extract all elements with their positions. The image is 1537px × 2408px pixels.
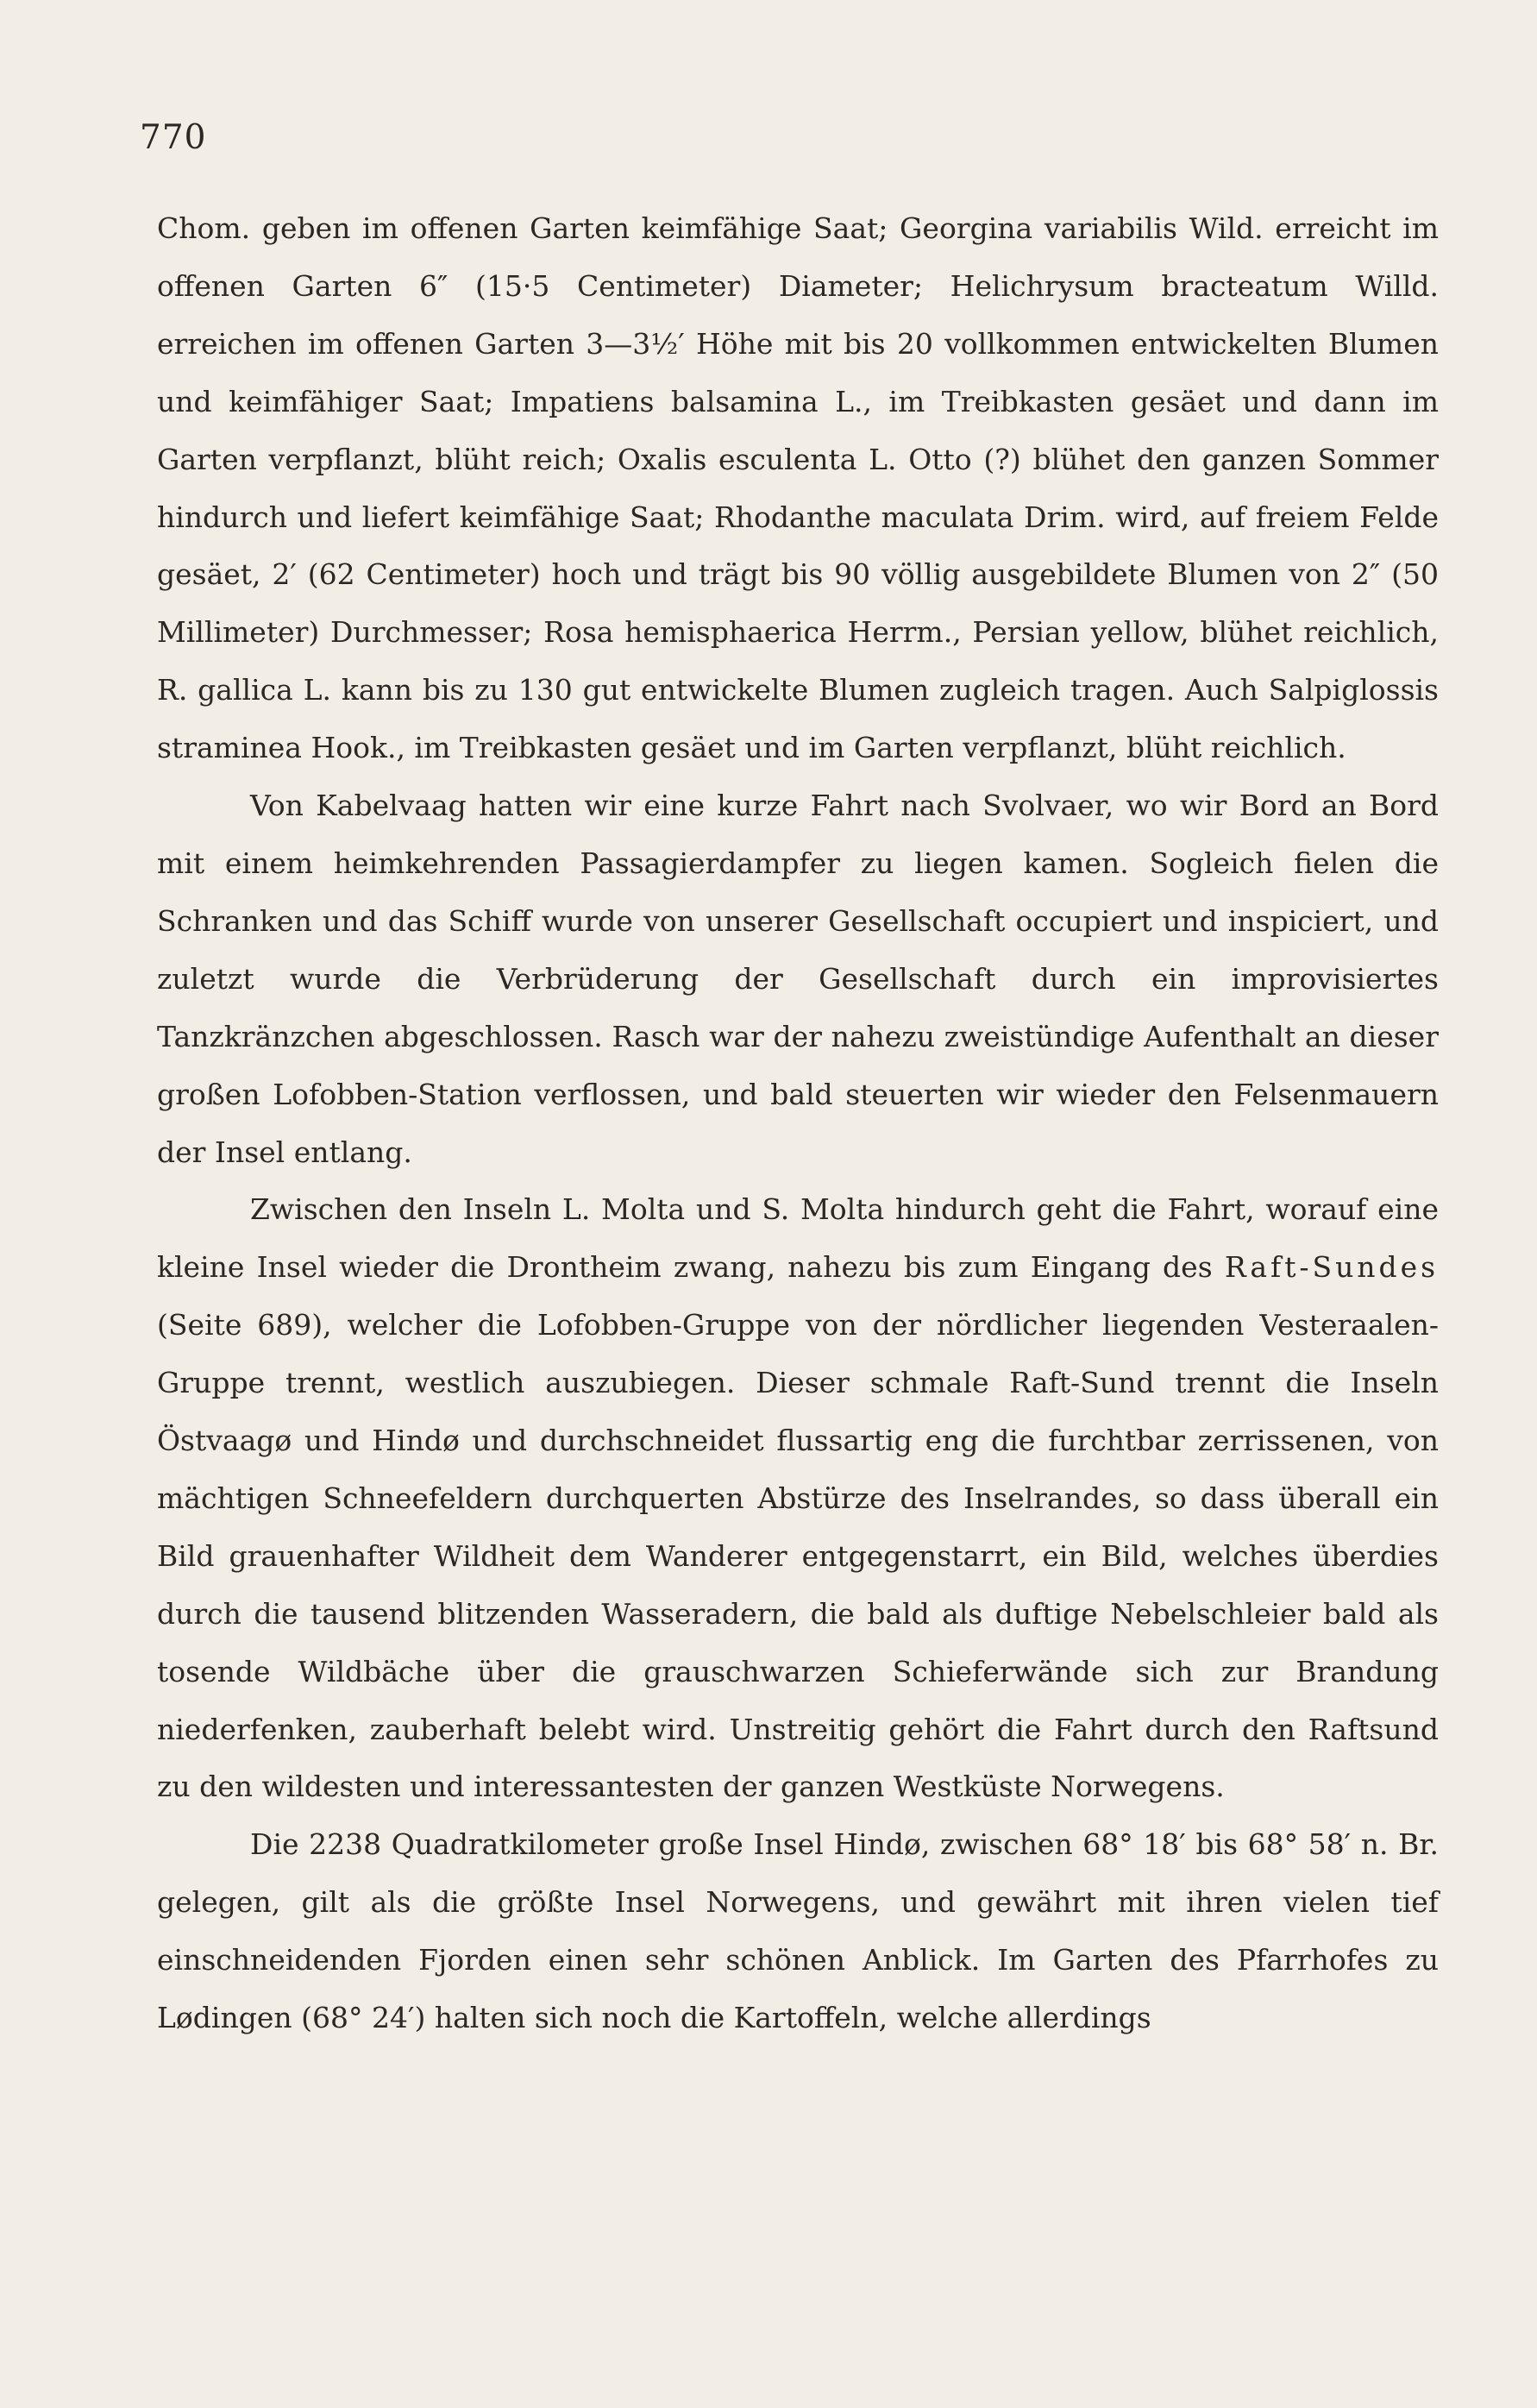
raftsund-text-start: Zwischen den Inseln L. Molta und S. Molta hindurch geht die Fahrt, worauf eine kleine Insel wieder die Drontheim zwang, nahezu bis zum Eingang des <box>157 1192 1439 1285</box>
paragraph-kabelvaag: Von Kabelvaag hatten wir eine kurze Fahrt nach Svolvaer, wo wir Bord an Bord mit einem heimkehrenden Passagierdampfer zu liegen kamen. Sogleich fielen die Schranken und das Schiff wurde von unserer Gesellschaft occupiert und inspiciert, und zuletzt wurde die Verbrüderung der Gesellschaft durch ein improvisiertes Tanzkränzchen abgeschlossen. Rasch war der nahezu zweistündige Aufenthalt an dieser großen Lofobben-Station verflossen, und bald steuerten wir wieder den Felsenmauern der Insel entlang. <box>157 789 1439 1169</box>
paragraph-raftsund <box>157 1181 1439 1816</box>
paragraph-garden-plants: Chom. geben im offenen Garten keimfähige Saat; Georgina variabilis Wild. erreicht im offenen Garten 6″ (15·5 Centimeter) Diameter; Helichrysum bracteatum Willd. erreichen im offenen Garten 3—3½′ Höhe mit bis 20 vollkommen entwickelten Blumen und keimfähiger Saat; Impatiens balsamina L., im Treibkasten gesäet und dann im Garten verpflanzt, blüht reich; Oxalis esculenta L. Otto (?) blühet den ganzen Sommer hindurch und liefert keimfähige Saat; Rhodanthe maculata Drim. wird, auf freiem Felde gesäet, 2′ (62 Centimeter) hoch und trägt bis 90 völlig ausgebildete Blumen von 2″ (50 Millimeter) Durchmesser; Rosa hemisphaerica Herrm., Persian yellow, blühet reichlich, R. gallica L. kann bis zu 130 gut entwickelte Blumen zugleich tragen. Auch Salpiglossis straminea Hook., im Treibkasten gesäet und im Garten verpflanzt, blüht reichlich. <box>157 211 1439 765</box>
raftsund-text-end: (Seite 689), welcher die Lofobben-Gruppe von der nördlicher liegenden Vesteraalen-Gruppe trennt, westlich auszubiegen. Dieser schmale Raft-Sund trennt die Inseln Östvaagø und Hindø und durchschneidet flussartig eng die furchtbar zerrissenen, von mächtigen Schneefeldern durchquerten Abstürze des Inselrandes, so dass überall ein Bild grauenhafter Wildheit dem Wanderer entgegenstarrt, ein Bild, welches überdies durch die tausend blitzenden Wasseradern, die bald als duftige Nebelschleier bald als tosende Wildbäche über die grauschwarzen Schieferwände sich zur Brandung niederfenken, zauberhaft belebt wird. Unstreitig gehört die Fahrt durch den Raftsund zu den wildesten und interessantesten der ganzen Westküste Norwegens. <box>157 1308 1439 1804</box>
page-number: 770 <box>140 118 207 157</box>
body-text <box>157 200 1439 2047</box>
paragraph-hindoe: Die 2238 Quadratkilometer große Insel Hindø, zwischen 68° 18′ bis 68° 58′ n. Br. gelegen, gilt als die größte Insel Norwegens, und gewährt mit ihren vielen tief einschneidenden Fjorden einen sehr schönen Anblick. Im Garten des Pfarrhofes zu Lødingen (68° 24′) halten sich noch die Kartoffeln, welche allerdings <box>157 1827 1439 2035</box>
raftsund-spaced-term: Raft-Sundes <box>1224 1250 1439 1285</box>
